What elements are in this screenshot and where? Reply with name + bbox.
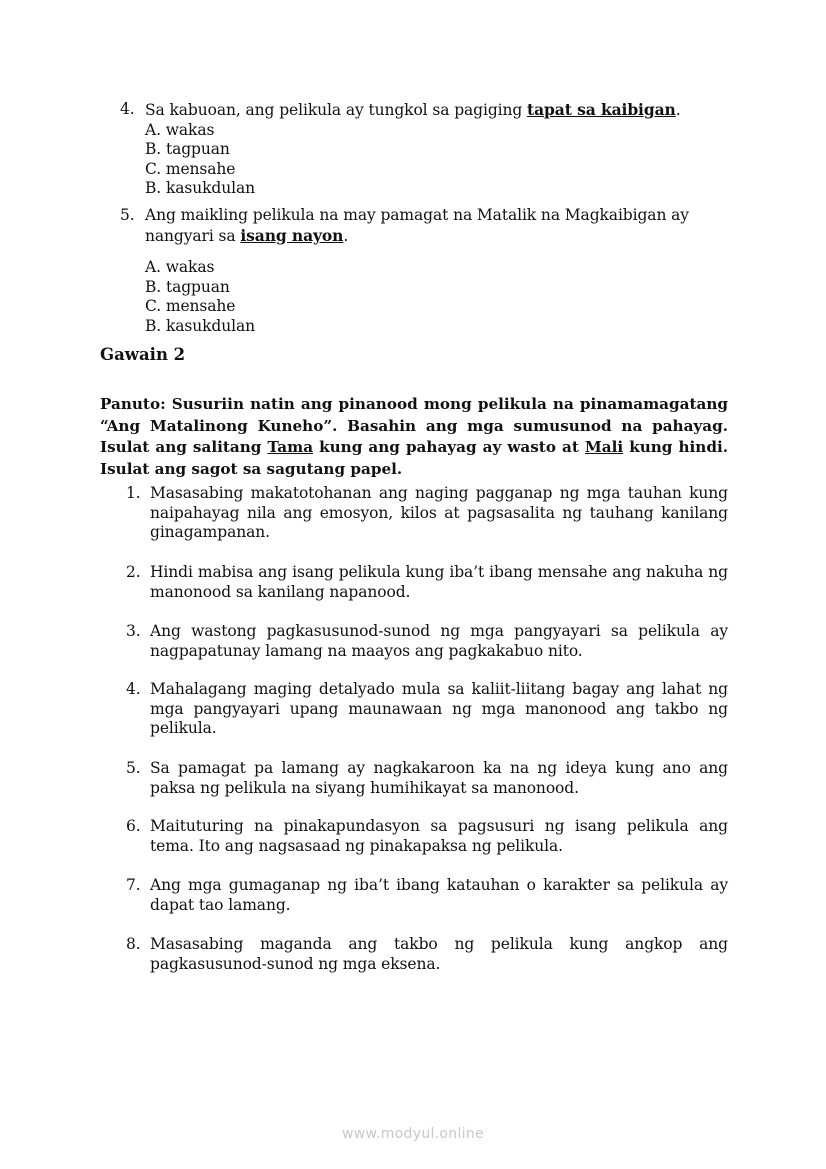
statement-item xyxy=(126,484,728,543)
statement-text: Mahalagang maging detalyado mula sa kaliit-liitang bagay ang lahat ng mga pangyayari upang maunawaan ng mga manonood ang takbo ng pelikula. xyxy=(150,680,728,738)
watermark: www.modyul.online xyxy=(342,1126,484,1142)
statement-item xyxy=(126,876,728,915)
question-text xyxy=(145,206,720,246)
keyword-tama: Tama xyxy=(267,438,314,456)
punctuation: . xyxy=(675,101,681,119)
option: C. mensahe xyxy=(145,297,236,316)
instructions-text: kung ang pahayag ay wasto at xyxy=(319,438,579,456)
option: B. tagpuan xyxy=(145,140,230,159)
option: B. tagpuan xyxy=(145,277,230,296)
statement-item xyxy=(126,935,728,974)
statement-text: Masasabing maganda ang takbo ng pelikula kung angkop ang pagkasusunod-sunod ng mga eksena. xyxy=(150,935,728,973)
option: A. wakas xyxy=(145,258,215,277)
section-heading: Gawain 2 xyxy=(100,345,186,364)
statement-number: 6. xyxy=(126,817,141,835)
statement-number: 2. xyxy=(126,563,141,581)
instructions xyxy=(100,394,728,480)
statement-number: 8. xyxy=(126,935,141,953)
statement-item xyxy=(126,622,728,661)
statement-number: 3. xyxy=(126,622,141,640)
statement-item xyxy=(126,759,728,798)
option: C. mensahe xyxy=(145,159,236,178)
question-stem: Ang maikling pelikula na may pamagat na Matalik na Magkaibigan ay nangyari sa xyxy=(145,206,689,245)
instructions-text: Panuto: Susuriin natin ang pinanood mong pelikula na pinamamagatang “Ang Matalinong Kuneho”. Basahin ang mga sumusunod na pahayag. Isulat ang salitang xyxy=(100,395,728,456)
punctuation: . xyxy=(343,226,349,245)
question-number: 4. xyxy=(120,100,135,118)
statement-item xyxy=(126,563,728,602)
options-list xyxy=(145,121,730,199)
statement-text: Maituturing na pinakapundasyon sa pagsusuri ng isang pelikula ang tema. Ito ang nagsasaad ng pinakapaksa ng pelikula. xyxy=(150,817,728,855)
question-5 xyxy=(120,206,730,337)
statement-number: 1. xyxy=(126,484,141,502)
statement-text: Ang wastong pagkasusunod-sunod ng mga pangyayari sa pelikula ay nagpapatunay lamang na maayos ang pagkakabuo nito. xyxy=(150,622,728,660)
statement-text: Sa pamagat pa lamang ay nagkakaroon ka na ng ideya kung ano ang paksa ng pelikula na siyang humihikayat sa manonood. xyxy=(150,759,728,797)
statement-text: Ang mga gumaganap ng iba’t ibang katauhan o karakter sa pelikula ay dapat tao lamang. xyxy=(150,876,728,914)
underlined-emphasis: isang nayon xyxy=(240,225,344,245)
option: B. kasukdulan xyxy=(145,179,255,198)
statement-text: Hindi mabisa ang isang pelikula kung iba’t ibang mensahe ang nakuha ng manonood sa kanilang napanood. xyxy=(150,563,728,601)
option: B. kasukdulan xyxy=(145,316,255,335)
instructions-text: kung hindi. Isulat ang sagot sa sagutang papel. xyxy=(100,438,728,478)
options-list xyxy=(145,258,730,336)
question-stem: Sa kabuoan, ang pelikula ay tungkol sa pagiging xyxy=(145,101,523,119)
statement-item xyxy=(126,680,728,739)
question-text xyxy=(145,100,730,121)
statement-number: 7. xyxy=(126,876,141,894)
statement-item xyxy=(126,817,728,856)
statement-number: 4. xyxy=(126,680,141,698)
question-4 xyxy=(120,100,730,199)
keyword-mali: Mali xyxy=(584,438,624,456)
question-number: 5. xyxy=(120,206,135,224)
statement-text: Masasabing makatotohanan ang naging pagganap ng mga tauhan kung naipahayag nila ang emosyon, kilos at pagsasalita ng tauhang kanilang ginagampanan. xyxy=(150,484,728,542)
option: A. wakas xyxy=(145,120,215,139)
underlined-emphasis: tapat sa kaibigan xyxy=(527,100,676,119)
statement-number: 5. xyxy=(126,759,141,777)
